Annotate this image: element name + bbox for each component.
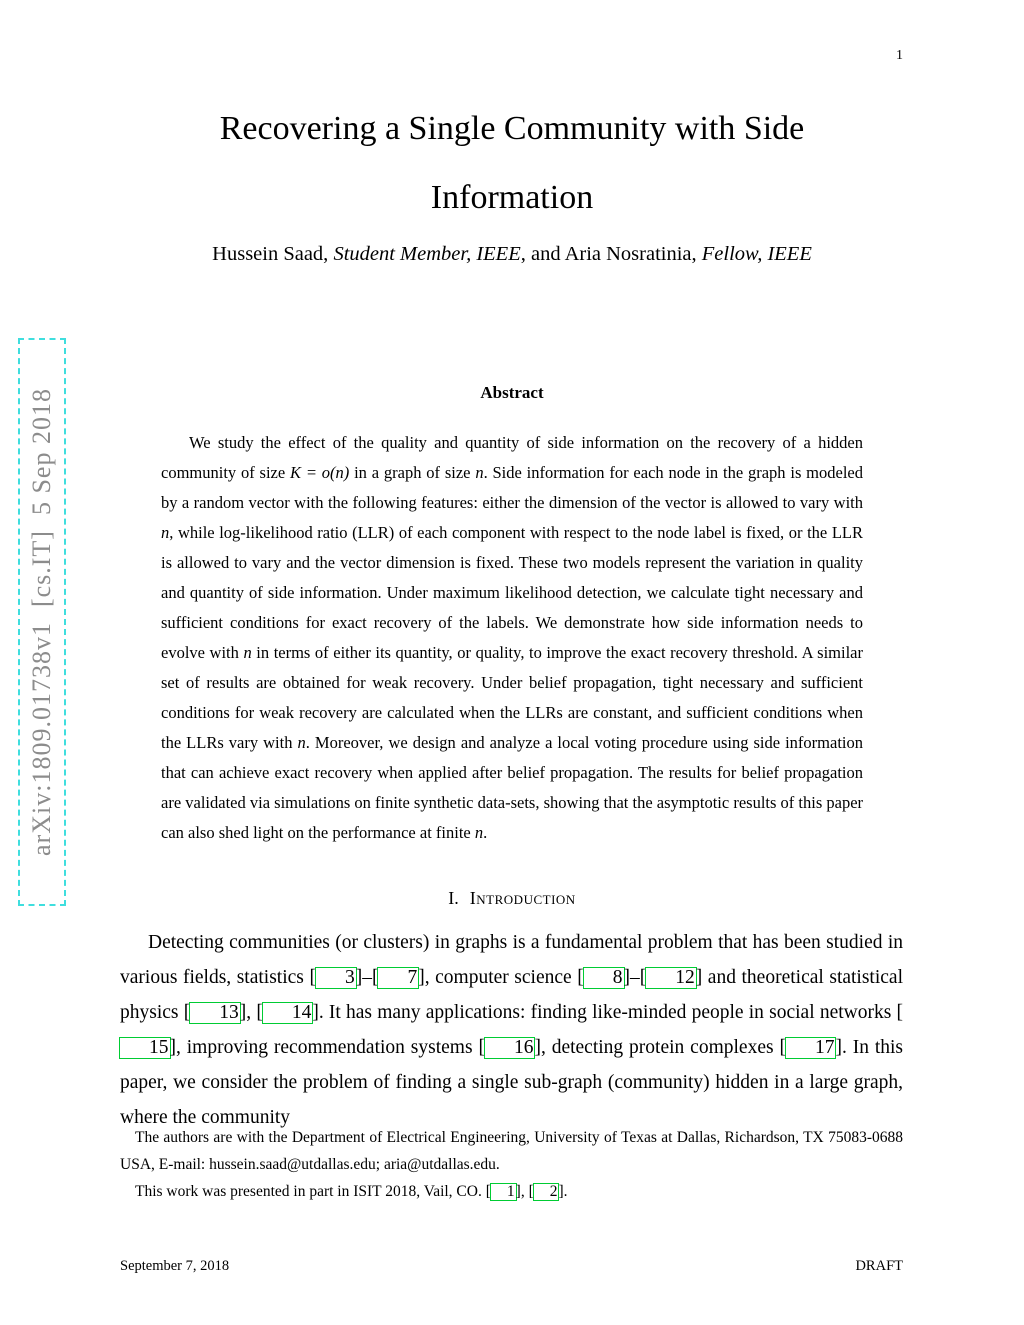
paper-title-line2: Information <box>430 179 594 216</box>
text-segment: , detecting protein complexes <box>540 1037 780 1058</box>
text-segment: . In this paper, we consider the problem of finding a single sub-graph (community) hidden in a large graph, where the community <box>120 1037 904 1128</box>
text-segment: n <box>475 463 484 482</box>
text-segment: Student Member, IEEE <box>333 243 521 265</box>
citation-link[interactable]: 8 <box>583 967 625 989</box>
paper-title-line1: Recovering a Single Community with Side <box>219 110 805 147</box>
text-segment: , <box>520 1183 529 1200</box>
text-segment: and theoretical statistical physics <box>120 967 903 1023</box>
abstract-heading: Abstract <box>480 383 544 402</box>
text-segment: Hussein Saad, <box>212 243 334 265</box>
citation-link[interactable]: 14 <box>262 1002 314 1024</box>
text-segment: n <box>474 823 484 842</box>
arxiv-stamp-text: arXiv:1809.01738v1 [cs.IT] 5 Sep 2018 <box>27 388 56 856</box>
citation-link[interactable]: 17 <box>785 1037 837 1059</box>
arxiv-stamp <box>18 338 66 906</box>
text-segment: , while log-likelihood ratio (LLR) of each component with respect to the node label is fixed, or the LLR is allowed to vary and the vector dimension is fixed. These two models represent the variation in quality and quantity of side information. Under maximum likelihood detection, we calculate tight necessary and sufficient conditions for exact recovery of the labels. We demonstrate how side information needs to evolve with <box>161 523 863 662</box>
section-heading-introduction <box>0 888 1024 909</box>
text-segment: in a graph of size <box>349 463 476 482</box>
text-segment: , and Aria Nosratinia, <box>520 243 702 265</box>
page-footer <box>120 1258 903 1275</box>
text-segment: , computer science <box>424 967 578 988</box>
text-segment: This work was presented in part in ISIT 2018, Vail, CO. <box>135 1183 486 1200</box>
text-segment: Detecting communities (or clusters) in graphs is a fundamental problem that has been studied in various fields, statistics <box>120 932 903 988</box>
text-segment: . It has many applications: finding like-minded people in social networks <box>318 1002 897 1023</box>
text-segment: , improving recommendation systems <box>176 1037 479 1058</box>
text-segment: K = o(n) <box>290 463 350 482</box>
text-segment: n <box>161 523 170 542</box>
footer-date: September 7, 2018 <box>120 1258 230 1274</box>
text-segment: n <box>243 643 252 662</box>
authors-line <box>60 243 964 266</box>
citation-link[interactable]: 15 <box>119 1037 171 1059</box>
text-segment: . <box>563 1183 568 1200</box>
text-segment: – <box>630 967 640 988</box>
author-footnote <box>120 1124 903 1205</box>
text-segment: . Side information for each node in the graph is modeled by a random vector with the following features: either the dimension of the vector is allowed to vary with <box>161 463 863 512</box>
section-numeral: I. <box>448 888 459 908</box>
text-segment: . Moreover, we design and analyze a local voting procedure using side information that can achieve exact recovery when applied after belief propagation. The results for belief propagation are validated via simulations on finite synthetic data-sets, showing that the asymptotic results of this paper can also shed light on the performance at finite <box>161 733 864 842</box>
paper-title <box>60 94 964 232</box>
introduction-paragraph: Detecting communities (or clusters) in graphs is a fundamental problem that has been studied in various fields, statistics [ 3]–[ 7], computer science [ 8]–[ 12] and theoretical statistical physics [ 13], [ 14]. It has many applications: finding like-minded people in social networks [15], improving recommendation systems [ 16], detecting protein complexes [ 17]. In this paper, we consider the problem of finding a single sub-graph (community) hidden in a large graph, where the community <box>120 932 904 1128</box>
footnote-presented: This work was presented in part in ISIT 2018, Vail, CO. [ 1], [ 2]. <box>135 1183 568 1200</box>
citation-link[interactable]: 3 <box>315 967 357 989</box>
citation-link[interactable]: 16 <box>484 1037 536 1059</box>
page-number: 1 <box>896 48 903 63</box>
citation-link[interactable]: 12 <box>645 967 697 989</box>
citation-link[interactable]: 7 <box>377 967 419 989</box>
text-segment: We study the effect of the quality and quantity of side information on the recovery of a hidden community of size <box>161 433 863 482</box>
text-segment: , <box>246 1002 257 1023</box>
footnote-affiliation <box>120 1124 903 1178</box>
section-title: Introduction <box>469 888 576 908</box>
text-segment: – <box>362 967 372 988</box>
citation-link[interactable]: 1 <box>490 1183 517 1201</box>
footer-draft-label: DRAFT <box>855 1258 903 1274</box>
text-segment: Fellow, IEEE <box>701 243 812 265</box>
citation-link[interactable]: 2 <box>533 1183 560 1201</box>
text-segment: . <box>483 823 488 842</box>
text-segment: in terms of either its quantity, or quality, to improve the exact recovery threshold. A similar set of results are obtained for weak recovery. Under belief propagation, tight necessary and sufficient conditions for weak recovery are calculated when the LLRs are constant, and sufficient conditions when the LLRs vary with <box>161 643 863 752</box>
abstract-text <box>161 428 863 848</box>
text-segment: The authors are with the Department of Electrical Engineering, University of Texas at Dallas, Richardson, TX 75083-0688 USA, E-mail: hussein.saad@utdallas.edu; aria@utdallas.edu. <box>120 1129 903 1173</box>
text-segment: n <box>297 733 306 752</box>
citation-link[interactable]: 13 <box>189 1002 241 1024</box>
